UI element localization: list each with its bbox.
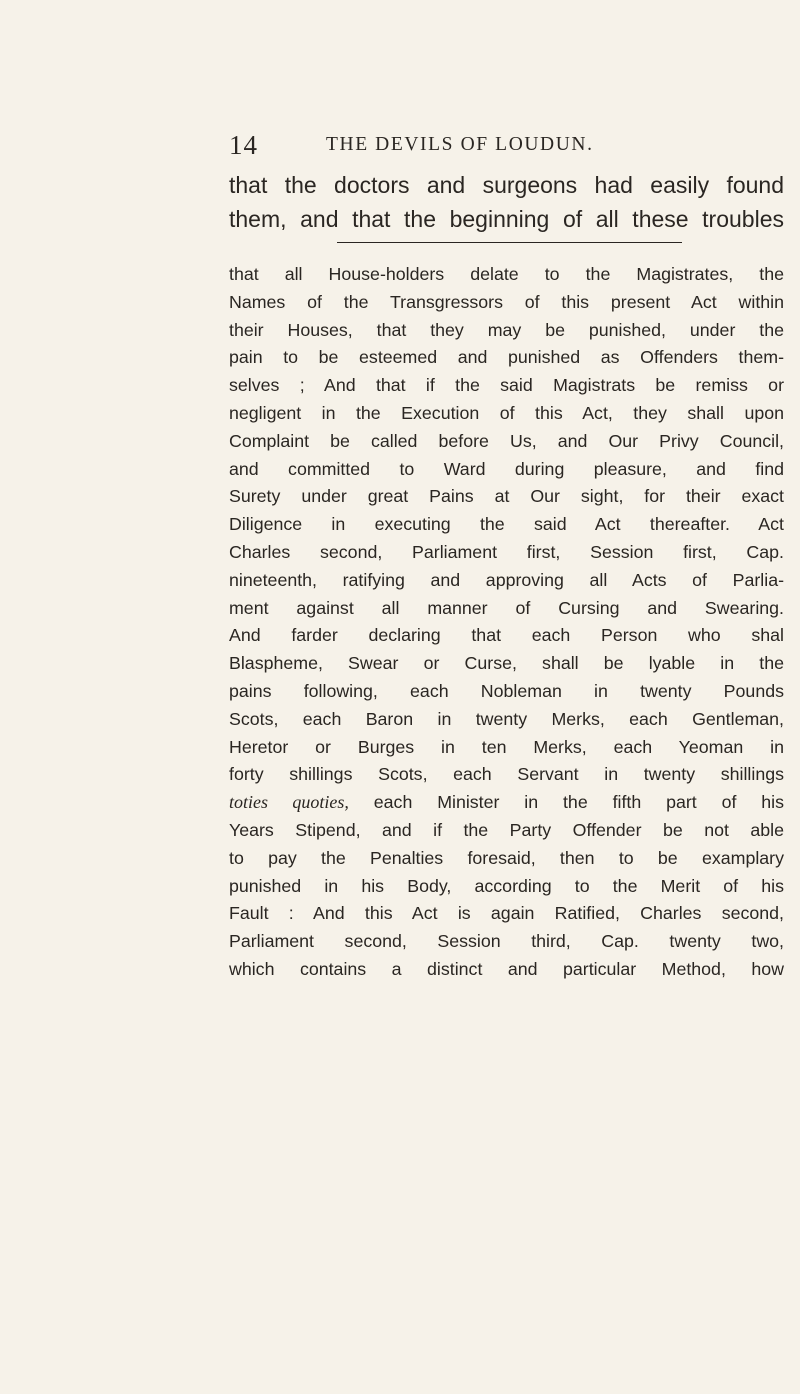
quote-line: Years Stipend, and if the Party Offender be not able	[229, 819, 784, 840]
lead-paragraph	[229, 168, 784, 236]
running-head	[0, 130, 800, 160]
quote-line: ment against all manner of Cursing and Swearing.	[229, 597, 784, 618]
quote-line-rest: each Minister in the fifth part of his	[348, 792, 784, 813]
quote-line: which contains a distinct and particular Method, how	[229, 958, 784, 979]
quote-line: Parliament second, Session third, Cap. twenty two,	[229, 931, 784, 952]
quote-line: Scots, each Baron in twenty Merks, each Gentleman,	[229, 708, 784, 729]
quote-line: Charles second, Parliament first, Session first, Cap.	[229, 541, 784, 562]
quote-line: to pay the Penalties foresaid, then to be examplary	[229, 847, 784, 868]
quote-line: negligent in the Execution of this Act, they shall upon	[229, 402, 784, 423]
quote-line: Fault : And this Act is again Ratified, Charles second,	[229, 903, 784, 924]
quote-line: punished in his Body, according to the Merit of his	[229, 875, 784, 896]
quote-line: And farder declaring that each Person who shal	[229, 625, 784, 646]
quote-line-latin	[229, 789, 784, 817]
latin-phrase: toties quoties,	[229, 792, 349, 813]
page-number: 14	[229, 130, 258, 160]
quote-line: Blaspheme, Swear or Curse, shall be lyable in the	[229, 653, 784, 674]
quote-line: pain to be esteemed and punished as Offenders them-	[229, 347, 784, 368]
running-title: THE DEVILS OF LOUDUN.	[326, 134, 594, 155]
quoted-act-text	[229, 261, 784, 984]
quote-line: their Houses, that they may be punished, under the	[229, 319, 784, 340]
quote-line: Diligence in executing the said Act thereafter. Act	[229, 514, 784, 535]
lead-line: that the doctors and surgeons had easily found	[229, 172, 784, 198]
quote-line: selves ; And that if the said Magistrats be remiss or	[229, 375, 784, 396]
quote-line: forty shillings Scots, each Servant in twenty shillings	[229, 764, 784, 785]
section-divider	[337, 242, 682, 243]
quote-line: that all House-holders delate to the Magistrates, the	[229, 264, 784, 284]
lead-line: them, and that the beginning of all these troubles	[229, 206, 784, 232]
quote-line: pains following, each Nobleman in twenty Pounds	[229, 680, 784, 701]
quote-line: and committed to Ward during pleasure, and find	[229, 458, 784, 479]
quote-line: Complaint be called before Us, and Our Privy Council,	[229, 430, 784, 451]
quote-line: Names of the Transgressors of this present Act within	[229, 291, 784, 312]
quote-line: nineteenth, ratifying and approving all Acts of Parlia-	[229, 569, 784, 590]
quote-line: Surety under great Pains at Our sight, for their exact	[229, 486, 784, 507]
quote-line: Heretor or Burges in ten Merks, each Yeoman in	[229, 736, 784, 757]
